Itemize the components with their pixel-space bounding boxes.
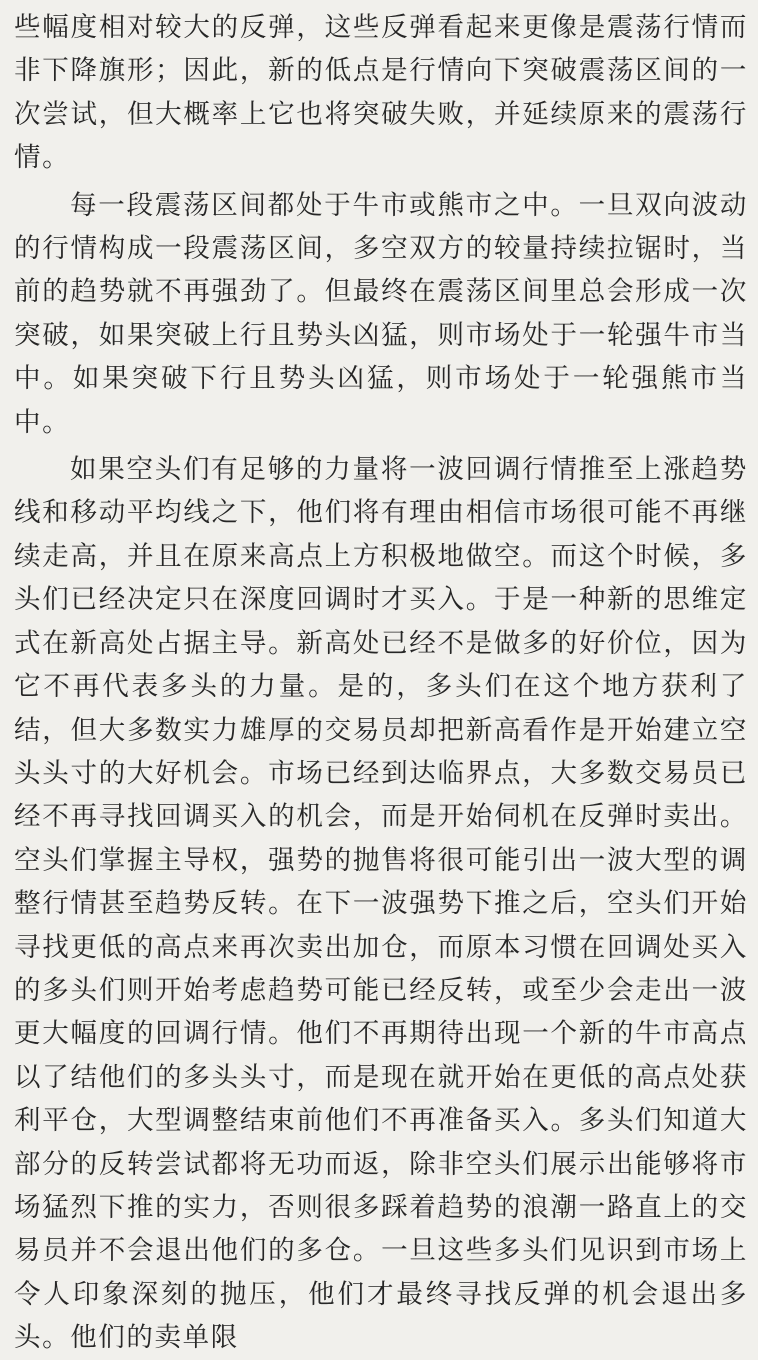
paragraph-2: 每一段震荡区间都处于牛市或熊市之中。一旦双向波动的行情构成一段震荡区间，多空双方的较量持续拉锯时，当前的趋势就不再强劲了。但最终在震荡区间里总会形成一次突破，如果突破上行且势头凶猛，则市场处于一轮强牛市当中。如果突破下行且势头凶猛，则市场处于一轮强熊市当中。: [14, 189, 748, 438]
paragraph-3: 如果空头们有足够的力量将一波回调行情推至上涨趋势线和移动平均线之下，他们将有理由相信市场很可能不再继续走高，并且在原来高点上方积极地做空。而这个时候，多头们已经决定只在深度回调时才买入。于是一种新的思维定式在新高处占据主导。新高处已经不是做多的好价位，因为它不再代表多头的力量。是的，多头们在这个地方获利了结，但大多数实力雄厚的交易员却把新高看作是开始建立空头头寸的大好机会。市场已经到达临界点，大多数交易员已经不再寻找回调买入的机会，而是开始伺机在反弹时卖出。空头们掌握主导权，强势的抛售将很可能引出一波大型的调整行情甚至趋势反转。在下一波强势下推之后，空头们开始寻找更低的高点来再次卖出加仓，而原本习惯在回调处买入的多头们则开始考虑趋势可能已经反转，或至少会走出一波更大幅度的回调行情。他们不再期待出现一个新的牛市高点以了结他们的多头头寸，而是现在就开始在更低的高点处获利平仓，大型调整结束前他们不再准备买入。多头们知道大部分的反转尝试都将无功而返，除非空头们展示出能够将市场猛烈下推的实力，否则很多踩着趋势的浪潮一路直上的交易员并不会退出他们的多仓。一旦这些多头们见识到市场上令人印象深刻的抛压，他们才最终寻找反弹的机会退出多头。他们的卖单限: [14, 454, 748, 1354]
paragraph-1: 些幅度相对较大的反弹，这些反弹看起来更像是震荡行情而非下降旗形；因此，新的低点是行情向下突破震荡区间的一次尝试，但大概率上它也将突破失败，并延续原来的震荡行情。: [14, 12, 748, 174]
